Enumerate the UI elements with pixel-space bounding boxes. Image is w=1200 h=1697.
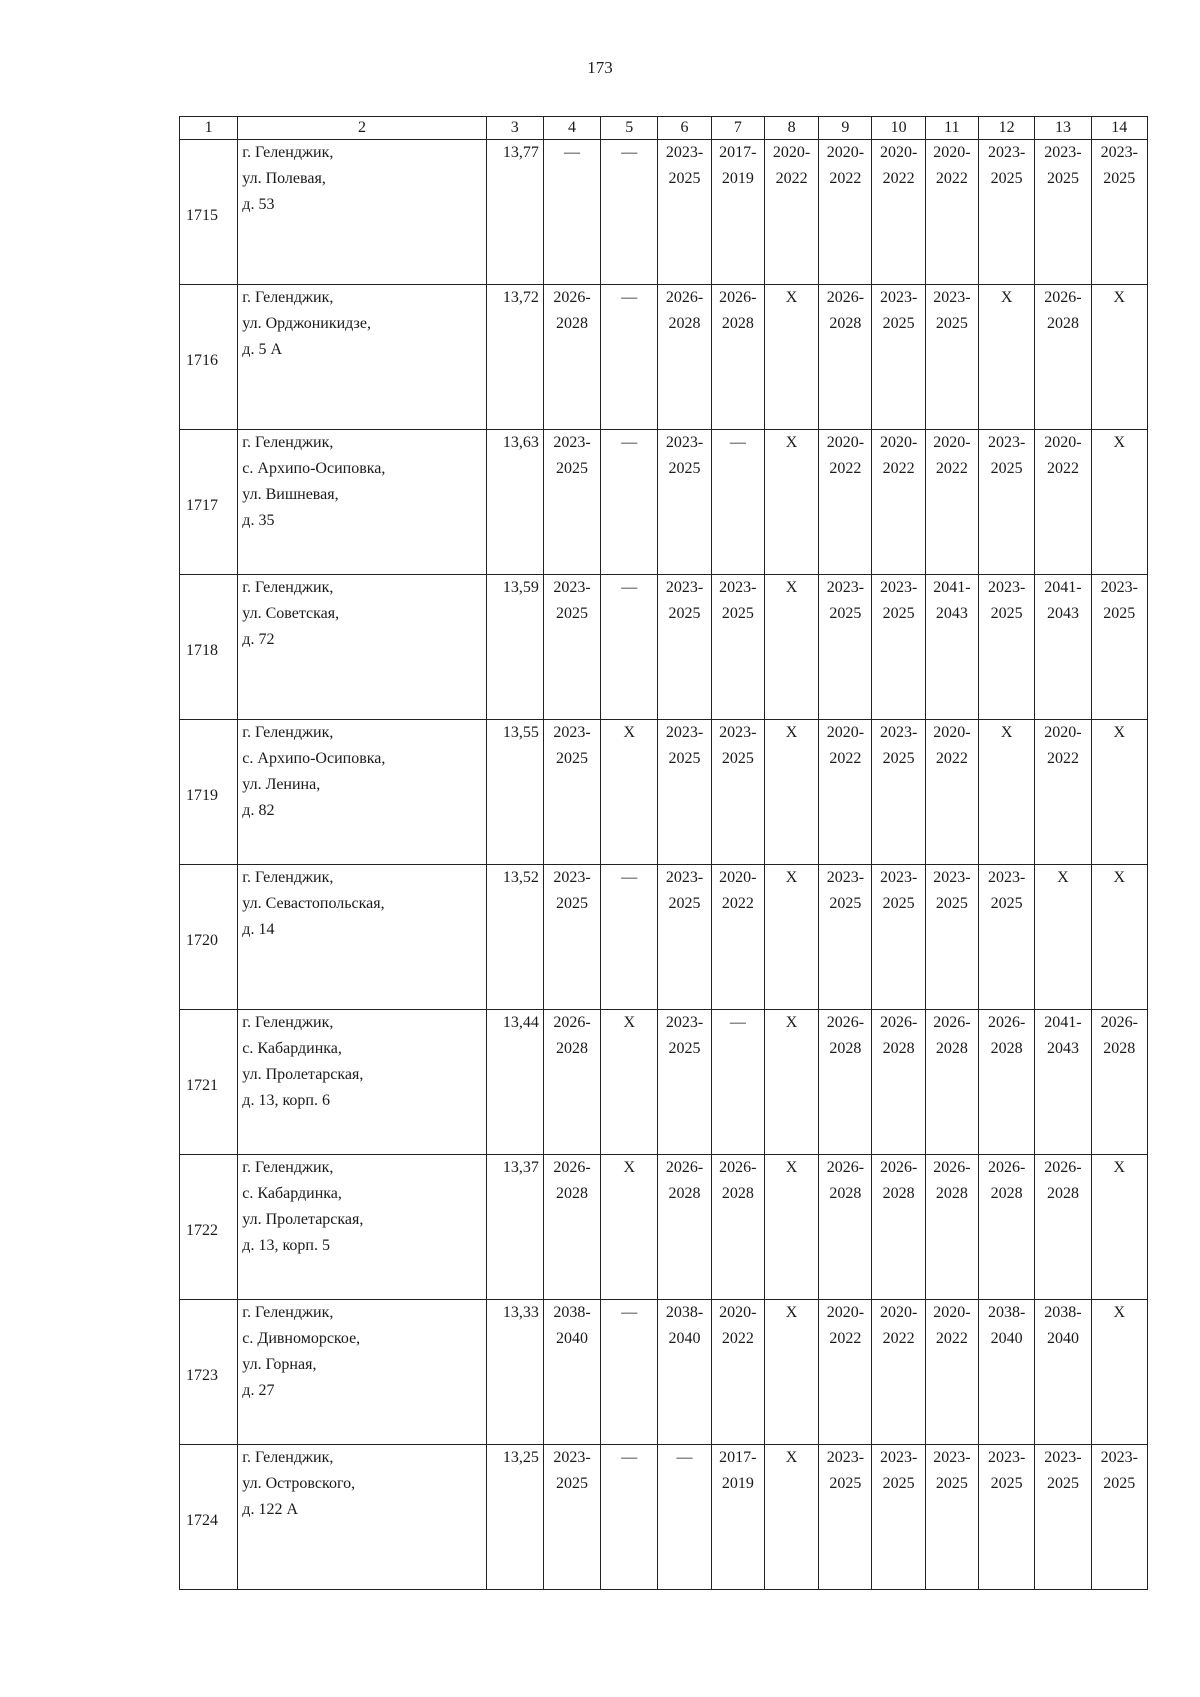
period-cell-col-8: X: [764, 430, 818, 575]
period-cell-col-5: —: [601, 285, 658, 430]
column-header-7: 7: [711, 117, 764, 140]
period-cell-col-12: X: [979, 720, 1035, 865]
period-cell-col-6: 2026- 2028: [658, 1155, 711, 1300]
period-cell-col-6: 2023- 2025: [658, 865, 711, 1010]
period-cell-col-10: 2023- 2025: [872, 1445, 925, 1590]
period-cell-col-5: —: [601, 140, 658, 285]
address-cell: г. Геленджик, с. Дивноморское, ул. Горная, д. 27: [238, 1300, 486, 1445]
period-cell-col-10: 2020- 2022: [872, 1300, 925, 1445]
period-cell-col-6: —: [658, 1445, 711, 1590]
column-header-14: 14: [1091, 117, 1147, 140]
period-cell-col-4: 2026- 2028: [543, 1155, 600, 1300]
period-cell-col-14: X: [1091, 720, 1147, 865]
table-row: [180, 720, 1148, 865]
period-cell-col-4: 2023- 2025: [543, 720, 600, 865]
address-cell: г. Геленджик, с. Архипо-Осиповка, ул. Ленина, д. 82: [238, 720, 486, 865]
table-row: [180, 430, 1148, 575]
column-header-9: 9: [819, 117, 872, 140]
period-cell-col-12: X: [979, 285, 1035, 430]
column-header-8: 8: [764, 117, 818, 140]
period-cell-col-4: 2023- 2025: [543, 1445, 600, 1590]
address-cell: г. Геленджик, ул. Орджоникидзе, д. 5 А: [238, 285, 486, 430]
period-cell-col-6: 2023- 2025: [658, 140, 711, 285]
value-cell: 13,52: [486, 865, 543, 1010]
column-header-12: 12: [979, 117, 1035, 140]
period-cell-col-11: 2023- 2025: [925, 1445, 978, 1590]
period-cell-col-12: 2026- 2028: [979, 1010, 1035, 1155]
table-row: [180, 285, 1148, 430]
period-cell-col-6: 2023- 2025: [658, 430, 711, 575]
address-cell: г. Геленджик, ул. Советская, д. 72: [238, 575, 486, 720]
period-cell-col-5: X: [601, 720, 658, 865]
value-cell: 13,25: [486, 1445, 543, 1590]
period-cell-col-8: X: [764, 285, 818, 430]
value-cell: 13,44: [486, 1010, 543, 1155]
period-cell-col-13: 2023- 2025: [1035, 1445, 1091, 1590]
column-header-2: 2: [238, 117, 486, 140]
period-cell-col-14: X: [1091, 430, 1147, 575]
period-cell-col-7: 2017- 2019: [711, 140, 764, 285]
period-cell-col-9: 2026- 2028: [819, 1155, 872, 1300]
period-cell-col-12: 2023- 2025: [979, 430, 1035, 575]
period-cell-col-7: 2020- 2022: [711, 1300, 764, 1445]
column-header-1: 1: [180, 117, 238, 140]
period-cell-col-12: 2026- 2028: [979, 1155, 1035, 1300]
value-cell: 13,37: [486, 1155, 543, 1300]
period-cell-col-14: X: [1091, 285, 1147, 430]
period-cell-col-13: 2020- 2022: [1035, 430, 1091, 575]
period-cell-col-8: 2020- 2022: [764, 140, 818, 285]
column-header-5: 5: [601, 117, 658, 140]
period-cell-col-10: 2020- 2022: [872, 430, 925, 575]
period-cell-col-13: 2041- 2043: [1035, 575, 1091, 720]
period-cell-col-8: X: [764, 1155, 818, 1300]
period-cell-col-7: 2026- 2028: [711, 285, 764, 430]
period-cell-col-11: 2020- 2022: [925, 720, 978, 865]
table-row: [180, 1445, 1148, 1590]
period-cell-col-14: 2023- 2025: [1091, 575, 1147, 720]
period-cell-col-5: —: [601, 1445, 658, 1590]
period-cell-col-7: 2020- 2022: [711, 865, 764, 1010]
period-cell-col-12: 2023- 2025: [979, 865, 1035, 1010]
row-number: 1723: [180, 1300, 238, 1445]
period-cell-col-13: 2023- 2025: [1035, 140, 1091, 285]
period-cell-col-12: 2023- 2025: [979, 140, 1035, 285]
period-cell-col-14: 2023- 2025: [1091, 140, 1147, 285]
period-cell-col-11: 2020- 2022: [925, 1300, 978, 1445]
period-cell-col-7: 2026- 2028: [711, 1155, 764, 1300]
period-cell-col-12: 2023- 2025: [979, 575, 1035, 720]
period-cell-col-7: 2023- 2025: [711, 720, 764, 865]
period-cell-col-5: X: [601, 1155, 658, 1300]
period-cell-col-12: 2023- 2025: [979, 1445, 1035, 1590]
period-cell-col-10: 2023- 2025: [872, 575, 925, 720]
period-cell-col-8: X: [764, 1300, 818, 1445]
table-row: [180, 1155, 1148, 1300]
period-cell-col-11: 2023- 2025: [925, 865, 978, 1010]
column-header-11: 11: [925, 117, 978, 140]
value-cell: 13,77: [486, 140, 543, 285]
period-cell-col-8: X: [764, 1445, 818, 1590]
row-number: 1719: [180, 720, 238, 865]
period-cell-col-14: 2023- 2025: [1091, 1445, 1147, 1590]
table-row: [180, 575, 1148, 720]
period-cell-col-13: 2020- 2022: [1035, 720, 1091, 865]
table-row: [180, 1300, 1148, 1445]
period-cell-col-7: —: [711, 1010, 764, 1155]
header-row: [180, 117, 1148, 140]
row-number: 1717: [180, 430, 238, 575]
period-cell-col-11: 2020- 2022: [925, 140, 978, 285]
period-cell-col-6: 2038- 2040: [658, 1300, 711, 1445]
period-cell-col-12: 2038- 2040: [979, 1300, 1035, 1445]
address-cell: г. Геленджик, с. Кабардинка, ул. Пролетарская, д. 13, корп. 6: [238, 1010, 486, 1155]
period-cell-col-4: 2023- 2025: [543, 575, 600, 720]
period-cell-col-11: 2023- 2025: [925, 285, 978, 430]
address-cell: г. Геленджик, с. Кабардинка, ул. Пролетарская, д. 13, корп. 5: [238, 1155, 486, 1300]
row-number: 1724: [180, 1445, 238, 1590]
period-cell-col-11: 2041- 2043: [925, 575, 978, 720]
period-cell-col-5: —: [601, 575, 658, 720]
period-cell-col-9: 2020- 2022: [819, 140, 872, 285]
period-cell-col-5: —: [601, 430, 658, 575]
period-cell-col-9: 2020- 2022: [819, 720, 872, 865]
row-number: 1721: [180, 1010, 238, 1155]
column-header-10: 10: [872, 117, 925, 140]
value-cell: 13,33: [486, 1300, 543, 1445]
period-cell-col-13: 2026- 2028: [1035, 285, 1091, 430]
row-number: 1720: [180, 865, 238, 1010]
period-cell-col-13: 2038- 2040: [1035, 1300, 1091, 1445]
period-cell-col-14: X: [1091, 1300, 1147, 1445]
period-cell-col-6: 2023- 2025: [658, 720, 711, 865]
value-cell: 13,72: [486, 285, 543, 430]
page-number: 173: [587, 58, 613, 77]
period-cell-col-13: X: [1035, 865, 1091, 1010]
period-cell-col-8: X: [764, 720, 818, 865]
period-cell-col-9: 2020- 2022: [819, 1300, 872, 1445]
period-cell-col-9: 2020- 2022: [819, 430, 872, 575]
period-cell-col-10: 2026- 2028: [872, 1155, 925, 1300]
period-cell-col-9: 2023- 2025: [819, 865, 872, 1010]
column-header-3: 3: [486, 117, 543, 140]
address-cell: г. Геленджик, ул. Полевая, д. 53: [238, 140, 486, 285]
period-cell-col-10: 2020- 2022: [872, 140, 925, 285]
table-body: [180, 140, 1148, 1590]
period-cell-col-4: 2023- 2025: [543, 430, 600, 575]
address-cell: г. Геленджик, с. Архипо-Осиповка, ул. Вишневая, д. 35: [238, 430, 486, 575]
period-cell-col-4: 2026- 2028: [543, 1010, 600, 1155]
period-cell-col-9: 2026- 2028: [819, 1010, 872, 1155]
period-cell-col-9: 2023- 2025: [819, 575, 872, 720]
schedule-table: [179, 116, 1148, 1590]
period-cell-col-11: 2020- 2022: [925, 430, 978, 575]
period-cell-col-11: 2026- 2028: [925, 1010, 978, 1155]
period-cell-col-4: 2038- 2040: [543, 1300, 600, 1445]
table-row: [180, 865, 1148, 1010]
period-cell-col-10: 2023- 2025: [872, 285, 925, 430]
period-cell-col-14: X: [1091, 865, 1147, 1010]
table-row: [180, 1010, 1148, 1155]
period-cell-col-4: —: [543, 140, 600, 285]
period-cell-col-14: 2026- 2028: [1091, 1010, 1147, 1155]
value-cell: 13,59: [486, 575, 543, 720]
value-cell: 13,63: [486, 430, 543, 575]
period-cell-col-5: —: [601, 865, 658, 1010]
period-cell-col-4: 2023- 2025: [543, 865, 600, 1010]
period-cell-col-6: 2023- 2025: [658, 575, 711, 720]
address-cell: г. Геленджик, ул. Севастопольская, д. 14: [238, 865, 486, 1010]
row-number: 1722: [180, 1155, 238, 1300]
period-cell-col-7: 2023- 2025: [711, 575, 764, 720]
value-cell: 13,55: [486, 720, 543, 865]
period-cell-col-5: X: [601, 1010, 658, 1155]
period-cell-col-13: 2026- 2028: [1035, 1155, 1091, 1300]
column-header-6: 6: [658, 117, 711, 140]
period-cell-col-9: 2026- 2028: [819, 285, 872, 430]
row-number: 1716: [180, 285, 238, 430]
table-row: [180, 140, 1148, 285]
period-cell-col-8: X: [764, 575, 818, 720]
column-header-4: 4: [543, 117, 600, 140]
column-header-13: 13: [1035, 117, 1091, 140]
period-cell-col-6: 2026- 2028: [658, 285, 711, 430]
period-cell-col-7: —: [711, 430, 764, 575]
period-cell-col-10: 2026- 2028: [872, 1010, 925, 1155]
period-cell-col-6: 2023- 2025: [658, 1010, 711, 1155]
period-cell-col-8: X: [764, 1010, 818, 1155]
period-cell-col-9: 2023- 2025: [819, 1445, 872, 1590]
period-cell-col-8: X: [764, 865, 818, 1010]
period-cell-col-10: 2023- 2025: [872, 720, 925, 865]
period-cell-col-5: —: [601, 1300, 658, 1445]
period-cell-col-7: 2017- 2019: [711, 1445, 764, 1590]
period-cell-col-10: 2023- 2025: [872, 865, 925, 1010]
period-cell-col-13: 2041- 2043: [1035, 1010, 1091, 1155]
address-cell: г. Геленджик, ул. Островского, д. 122 А: [238, 1445, 486, 1590]
period-cell-col-11: 2026- 2028: [925, 1155, 978, 1300]
row-number: 1718: [180, 575, 238, 720]
period-cell-col-4: 2026- 2028: [543, 285, 600, 430]
row-number: 1715: [180, 140, 238, 285]
period-cell-col-14: X: [1091, 1155, 1147, 1300]
